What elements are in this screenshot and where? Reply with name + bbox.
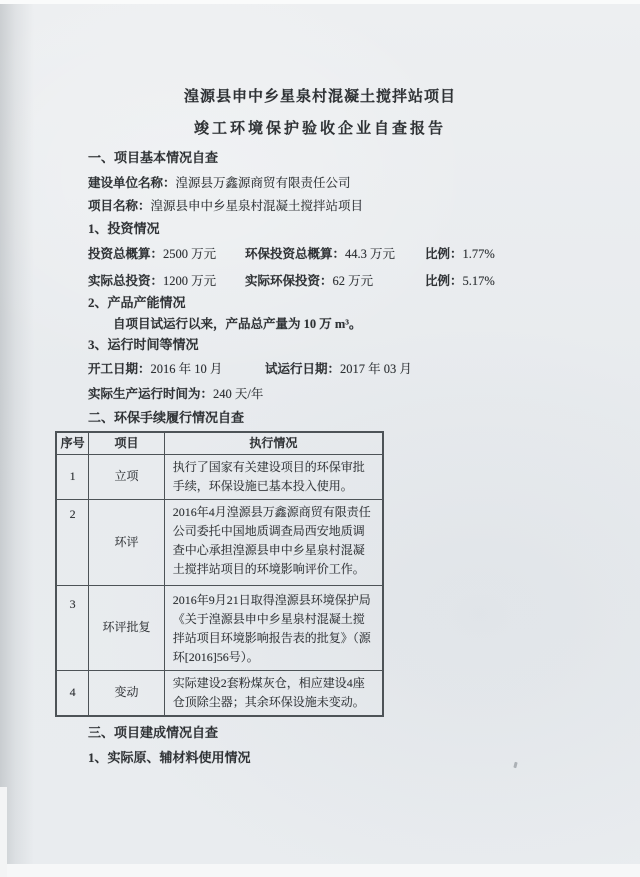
- project-name-label: 项目名称：: [88, 199, 151, 213]
- actual-invest-field: [88, 271, 245, 291]
- total-budget-label: 投资总概算：: [88, 247, 164, 261]
- construction-unit-value: 湟源县万鑫源商贸有限责任公司: [175, 176, 351, 190]
- budget-ratio-field: [425, 244, 495, 264]
- investment-row-actual: [88, 271, 640, 291]
- built-section-heading: 三、项目建成情况自查: [88, 724, 219, 740]
- row4-status: 实际建设2套粉煤灰仓，相应建设4座仓顶除尘器；其余环保设施未变动。: [164, 670, 383, 716]
- actual-env-invest-label: 实际环保投资：: [245, 274, 333, 288]
- materials-sub-heading: 1、实际原、辅材料使用情况: [88, 749, 251, 765]
- total-budget-field: [88, 244, 245, 264]
- row2-no: 2: [56, 499, 89, 585]
- runtime-label: 实际生产运行时间为：: [88, 387, 214, 401]
- capacity-text: 自项目试运行以来，产品总产量为 10 万 m³。: [113, 317, 362, 331]
- row4-item: 变动: [89, 670, 164, 716]
- header-cell-no: 序号: [56, 432, 89, 454]
- actual-env-invest-field: [245, 271, 425, 291]
- trial-date-field: [265, 359, 412, 379]
- header-cell-item: 项目: [89, 432, 164, 454]
- row2-item: 环评: [89, 499, 164, 585]
- budget-ratio-label: 比例：: [425, 247, 463, 261]
- project-name-field: [88, 196, 640, 216]
- header-cell-status: 执行情况: [164, 432, 383, 454]
- actual-invest-label: 实际总投资：: [88, 274, 164, 288]
- procedures-table: [55, 431, 384, 717]
- investment-heading: 1、投资情况: [88, 221, 160, 236]
- operation-heading: 3、运行时间等情况: [88, 337, 199, 352]
- scan-bottom-left-edge: [0, 787, 7, 877]
- actual-invest-value: 1200 万元: [163, 274, 217, 288]
- operation-dates-row: [88, 359, 640, 379]
- start-date-value: 2016 年 10 月: [150, 362, 223, 376]
- budget-ratio-value: 1.77%: [462, 247, 495, 261]
- row1-status: 执行了国家有关建设项目的环保审批手续，环保设施已基本投入使用。: [164, 454, 383, 499]
- scan-top-edge: [0, 0, 640, 4]
- env-budget-field: [245, 244, 425, 264]
- trial-date-label: 试运行日期：: [265, 362, 341, 376]
- table-row: [56, 499, 383, 585]
- section-basic-heading: 一、项目基本情况自查: [88, 150, 219, 165]
- row3-item: 环评批复: [89, 585, 164, 670]
- actual-env-invest-value: 62 万元: [332, 274, 374, 288]
- scan-bottom-edge: [0, 864, 640, 877]
- project-name-value: 湟源县申中乡星泉村混凝土搅拌站项目: [150, 199, 364, 213]
- table-row: [56, 454, 383, 499]
- procedures-heading: 二、环保手续履行情况自查: [88, 410, 245, 425]
- total-budget-value: 2500 万元: [163, 247, 217, 261]
- table-header-row: [56, 432, 383, 454]
- trial-date-value: 2017 年 03 月: [340, 362, 412, 376]
- document-content: [0, 86, 640, 768]
- actual-ratio-label: 比例：: [425, 274, 463, 288]
- capacity-heading: 2、产品产能情况: [88, 295, 186, 310]
- runtime-value: 240 天/年: [213, 387, 264, 401]
- env-budget-value: 44.3 万元: [345, 247, 396, 261]
- row1-item: 立项: [89, 454, 164, 499]
- actual-ratio-field: [425, 271, 495, 291]
- table-row: [56, 670, 383, 716]
- document-title-line1: 湟源县申中乡星泉村混凝土搅拌站项目: [183, 89, 456, 105]
- runtime-field: [88, 384, 640, 404]
- row3-status: 2016年9月21日取得湟源县环境保护局《关于湟源县申中乡星泉村混凝土搅拌站项目环境影响报告表的批复》（源环[2016]56号）。: [164, 585, 383, 670]
- document-title-line2: 竣工环境保护验收企业自查报告: [193, 121, 446, 137]
- construction-unit-label: 建设单位名称：: [88, 176, 176, 190]
- construction-unit-field: [88, 173, 640, 193]
- start-date-label: 开工日期：: [88, 362, 151, 376]
- start-date-field: [88, 359, 265, 379]
- row1-no: 1: [56, 454, 89, 499]
- row4-no: 4: [56, 670, 89, 716]
- row3-no: 3: [56, 585, 89, 670]
- investment-row-budget: [88, 244, 640, 264]
- env-budget-label: 环保投资总概算：: [245, 247, 346, 261]
- row2-status: 2016年4月湟源县万鑫源商贸有限责任公司委托中国地质调查局西安地质调查中心承担湟源县申中乡星泉村混凝土搅拌站项目的环境影响评价工作。: [164, 499, 383, 585]
- table-row: [56, 585, 383, 670]
- actual-ratio-value: 5.17%: [462, 274, 495, 288]
